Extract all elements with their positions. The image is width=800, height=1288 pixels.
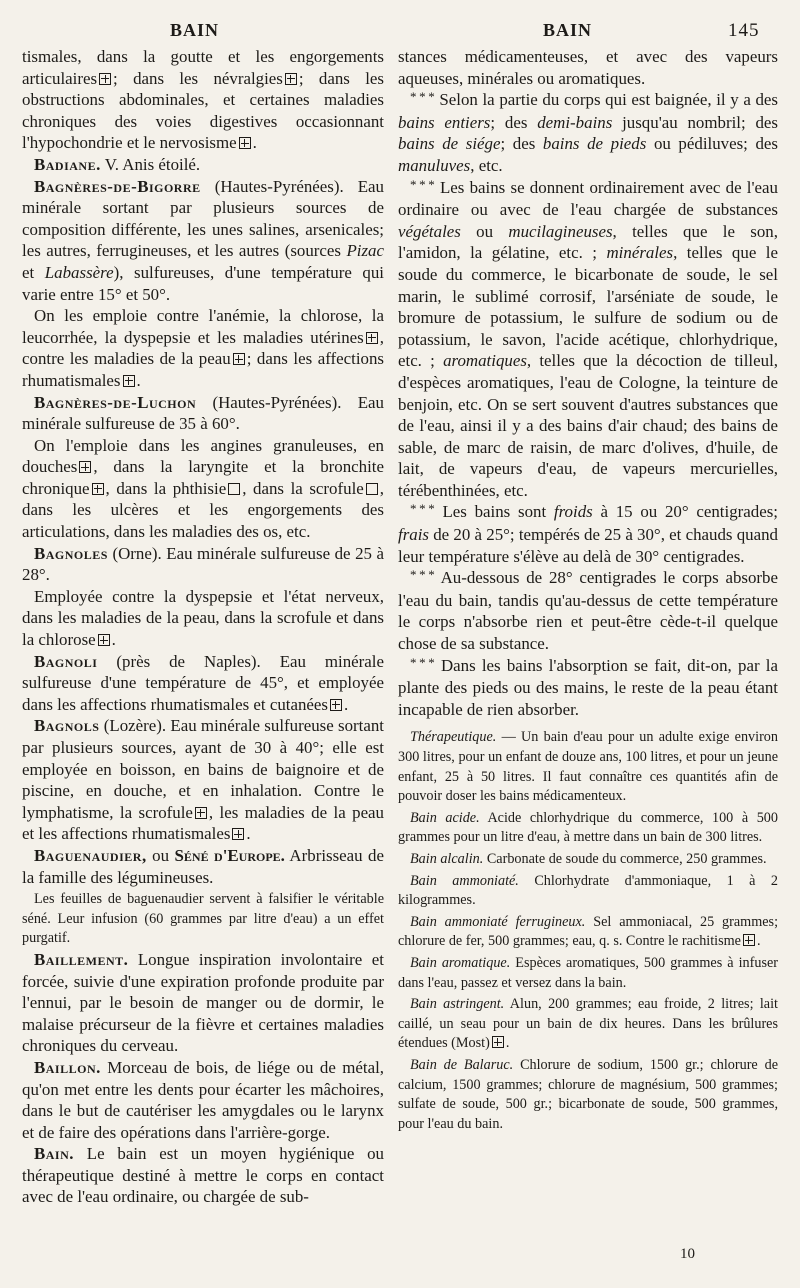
text: (près de Naples). Eau minérale sulfureuse d'une température de 45°, et employée dans les affections rhumatismales et cutanées [22,651,384,714]
paragraph [22,586,384,651]
text: Au-dessous de 28° centigrades le corps absorbe l'eau du bain, tandis qu'au-dessus de cette température le corps n'absorbe rien et peut-être cède-t-il quelque chose de sa substance. [398,568,779,654]
text: ; des [490,112,528,132]
text: V. Anis étoilé. [104,154,201,174]
entry-baguenaudier [22,845,384,888]
entry-luchon [22,392,384,435]
entry-bagnoles [22,543,384,586]
entry-heading: Baguenaudier, [34,845,147,865]
text: , telles que le soude du commerce, le bicarbonate de soude, le sel marin, le sublimé corrosif, l'arséniate de soude, le bromure de potassium, le sulfure de sodium ou de potassium, le savon, l'acide acétique, chlorhydrique, etc. ; [398,243,778,371]
plus-box-icon [232,828,244,840]
text: ; dans les affections rhumatismales [22,349,384,390]
text: , dans la laryngite et la bronchite chronique [22,457,384,498]
text: ; dans les obstructions abdominales, et certaines maladies chroniques des voies digestives occasionnant l'hypochondrie et le nervosisme [22,68,384,153]
text: Longue inspiration involontaire et forcée, suivie d'une expiration profonde produite par l'ennui, par le besoin de manger ou de dormir, le malaise précurseur de la fièvre et certaines maladies chroniques du cerveau. [22,949,384,1056]
paragraph [398,501,778,567]
entry-heading: Bagnoli [34,651,98,671]
entry-heading: Baillement. [34,949,129,969]
asterism: * * * [410,89,435,105]
text: . [246,824,251,844]
italic-text: bains de pieds [542,134,647,154]
left-column [22,46,384,1208]
text: ou pédiluves; des [653,134,778,154]
plus-box-icon [233,353,245,365]
text: et [22,262,35,282]
plus-box-icon [79,461,91,473]
text: ), sulfureuses, d'une température qui varie entre 15° et 50°. [22,262,384,304]
italic-text: Bain astringent. [410,996,505,1013]
entry-heading: Bagnols [34,716,100,736]
text: . [343,694,349,714]
italic-text: minérales [606,243,674,263]
text: (Hautes-Pyrénées). Eau minérale sortant par plusieurs sources de composition différente, les unes salines, arsenicales; les autres, ferrugineuses, et les autres (sources [22,176,384,261]
italic-text: végétales [398,221,461,241]
entry-bagnoli [22,651,384,716]
running-head-right: BAIN [543,20,593,40]
formula [398,728,778,806]
text: Dans les bains l'absorption se fait, dit-on, par la plante des pieds ou des mains, le reste de la peau étant incapable de rien absorber. [398,655,778,719]
plus-box-icon [92,483,104,495]
italic-text: froids [553,502,593,522]
formula [398,1056,778,1134]
printer-signature: 10 [680,1246,695,1262]
entry-bigorre [22,176,384,306]
italic-text: demi-bains [537,112,613,132]
text: . [252,133,257,153]
text: Employée contre la dyspepsie et l'état nerveux, dans les maladies de la peau, dans la scrofule et dans la chlorose [22,586,384,650]
text: Le bain est un moyen hygiénique ou thérapeutique destiné à mettre le corps en contact avec de l'eau ordinaire, ou chargée de sub- [22,1144,384,1207]
text: ou [152,845,170,865]
text: Acide chlorhydrique du commerce, 100 à 500 grammes pour un litre d'eau, à mettre dans un bain de 300 litres. [398,809,778,846]
text: , dans la phthisie [105,478,227,498]
paragraph [22,305,384,391]
italic-text: aromatiques [443,351,527,371]
plus-box-icon [285,73,297,85]
text: , dans la scrofule [242,478,364,498]
paragraph [22,435,384,543]
text: , telles que la décoction de tilleul, d'espèces aromatiques, l'eau de Cologne, la teinture de benjoin, etc. On se sert souvent d'autres substances que de l'eau, ainsi il y a des bains d'air chaud; des bains de sable, de marc de raisin, de marc d'olives, d'huile, de lait, de vapeurs d'eau, de vapeurs mercurielles, térébenthinées, etc. [398,351,778,500]
asterism: * * * [410,567,435,583]
text: jusqu'au nombril; des [622,112,778,132]
plus-box-icon [330,699,342,711]
asterism: * * * [410,176,435,192]
plus-box-icon [239,137,251,149]
text: — Un bain d'eau pour un adulte exige environ 300 litres, pour un enfant de douze ans, 100 litres, et pour un jeune enfant, 25 à 50 litres. Il faut connaître ces quantités afin de pouvoir doser les bains médicamenteux. [398,729,778,805]
text: ou [476,221,494,241]
italic-text: Bain ammoniaté. [410,872,519,889]
italic-text: bains entiers [398,112,491,132]
plus-box-icon [123,375,135,387]
formula [398,850,778,870]
page-number: 145 [728,20,760,41]
empty-box-icon [228,483,240,495]
empty-box-icon [366,483,378,495]
paragraph [398,567,778,654]
text: de 20 à 25°; tempérés de 25 à 30°, et chauds quand leur température s'élève au delà de 30° centigrades. [398,525,778,566]
plus-box-icon [743,934,755,946]
italic-text: Bain alcalin. [410,850,484,867]
entry-heading-alt: Séné d'Europe. [174,845,285,865]
italic-text: Bain de Balaruc. [410,1056,514,1073]
text: . [111,630,116,650]
entry-bain [22,1143,384,1208]
italic-text: Thérapeutique. [410,729,497,746]
right-column [398,46,778,1134]
paragraph [398,89,778,176]
asterism: * * * [410,501,435,517]
text: Chlorhydrate d'ammoniaque, 1 à 2 kilogrammes. [398,872,779,909]
formula [398,872,778,911]
note: Les feuilles de baguenaudier servent à falsifier le véritable séné. Leur infusion (60 grammes par litre d'eau) a un effet purgatif. [22,891,384,947]
entry-heading: Baillon. [34,1057,101,1077]
text: Espèces aromatiques, 500 grammes à infuser dans l'eau, passez et versez dans la bain. [398,954,778,991]
italic-text: Labassère [44,262,114,282]
italic-text: Bain aromatique. [410,954,511,971]
italic-text: mucilagineuses [508,221,613,241]
entry-baillement [22,949,384,1057]
text: Sel ammoniacal, 25 grammes; chlorure de fer, 500 grammes; eau, q. s. Contre le rachitisme [398,913,779,950]
formula [398,809,778,848]
text: , les maladies de la peau et les affections rhumatismales [22,802,385,844]
text: . [136,370,141,390]
entry-heading: Bain. [34,1144,74,1164]
text: (Lozère). Eau minérale sulfureuse sortant par plusieurs sources, ayant de 30 à 40°; elle est employée en boisson, en bains de baignoire et de piscine, en douche, et en inhalation. Contre le lymphatisme, la scrofule [22,716,384,822]
italic-text: bains de siége [398,134,501,154]
paragraph [398,177,778,502]
italic-text: Bain acide. [410,809,480,826]
asterism: * * * [410,654,435,670]
entry-heading: Bagnères-de-Luchon [34,392,197,412]
text: On les emploie contre l'anémie, la chlorose, la leucorrhée, la dyspepsie et les maladies utérines [22,306,384,347]
formula [398,954,778,993]
text: Arbrisseau de la famille des légumineuses. [22,845,384,887]
formula [398,913,778,952]
text: Morceau de bois, de liége ou de métal, qu'on met entre les dents pour écarter les mâchoires, dans le but de cautériser les amygdales ou le larynx et de faire des opérations dans l'arrière-gorge. [22,1057,384,1142]
entry-baillon [22,1057,384,1143]
italic-text: Bain ammoniaté ferrugineux. [410,913,586,930]
text: , etc. [470,155,503,175]
text: à 15 ou 20° centigrades; [600,502,778,522]
text: ; dans les névralgies [113,68,283,88]
text: . [756,933,761,950]
entry-heading: Bagnoles [34,543,108,563]
entry-heading: Badiane. [34,154,101,174]
text: ; des [500,134,536,154]
plus-box-icon [366,332,378,344]
text: Chlorure de sodium, 1500 gr.; chlorure de calcium, 1500 grammes; chlorure de magnésium, 500 grammes; sulfate de soude, 500 gr.; bicarbonate de soude, 500 grammes, pour l'eau du bain. [398,1056,778,1132]
text: Carbonate de soude du commerce, 250 grammes. [486,850,767,867]
text: , dans les ulcères et les engorgements des articulations, dans les maladies des os, etc. [22,478,384,542]
text: Les bains sont [442,502,547,522]
entry-badiane [22,154,384,176]
plus-box-icon [98,634,110,646]
plus-box-icon [195,807,207,819]
entry-heading: Bagnères-de-Bigorre [34,176,201,196]
text: Les bains se donnent ordinairement avec de l'eau ordinaire ou avec de l'eau chargée de substances [398,177,778,220]
entry-bagnols [22,715,384,845]
text: . [505,1035,510,1052]
paragraph: stances médicamenteuses, et avec des vapeurs aqueuses, minérales ou aromatiques. [398,47,778,88]
text: Selon la partie du corps qui est baignée, il y a des [439,90,778,110]
text: (Orne). Eau minérale sulfureuse de 25 à 28°. [22,543,384,585]
running-head-left: BAIN [170,20,220,40]
text: , telles que le son, l'amidon, la gélatine, etc. ; [398,221,778,263]
formula [398,995,778,1054]
italic-text: Pizac [346,241,384,261]
paragraph [22,46,384,154]
text: , contre les maladies de la peau [22,327,384,369]
plus-box-icon [492,1036,504,1048]
text: Alun, 200 grammes; eau froide, 2 litres; lait caillé, un seau pour un bain de dix heures. Dans les brûlures étendues (Most) [398,996,778,1052]
plus-box-icon [99,73,111,85]
paragraph [398,655,778,721]
text: tismales, dans la goutte et les engorgements articulaires [22,47,384,88]
italic-text: manuluves [398,155,471,175]
italic-text: frais [398,525,429,545]
text: (Hautes-Pyrénées). Eau minérale sulfureuse de 35 à 60°. [22,392,384,434]
text: On l'emploie dans les angines granuleuses, en douches [22,435,384,477]
